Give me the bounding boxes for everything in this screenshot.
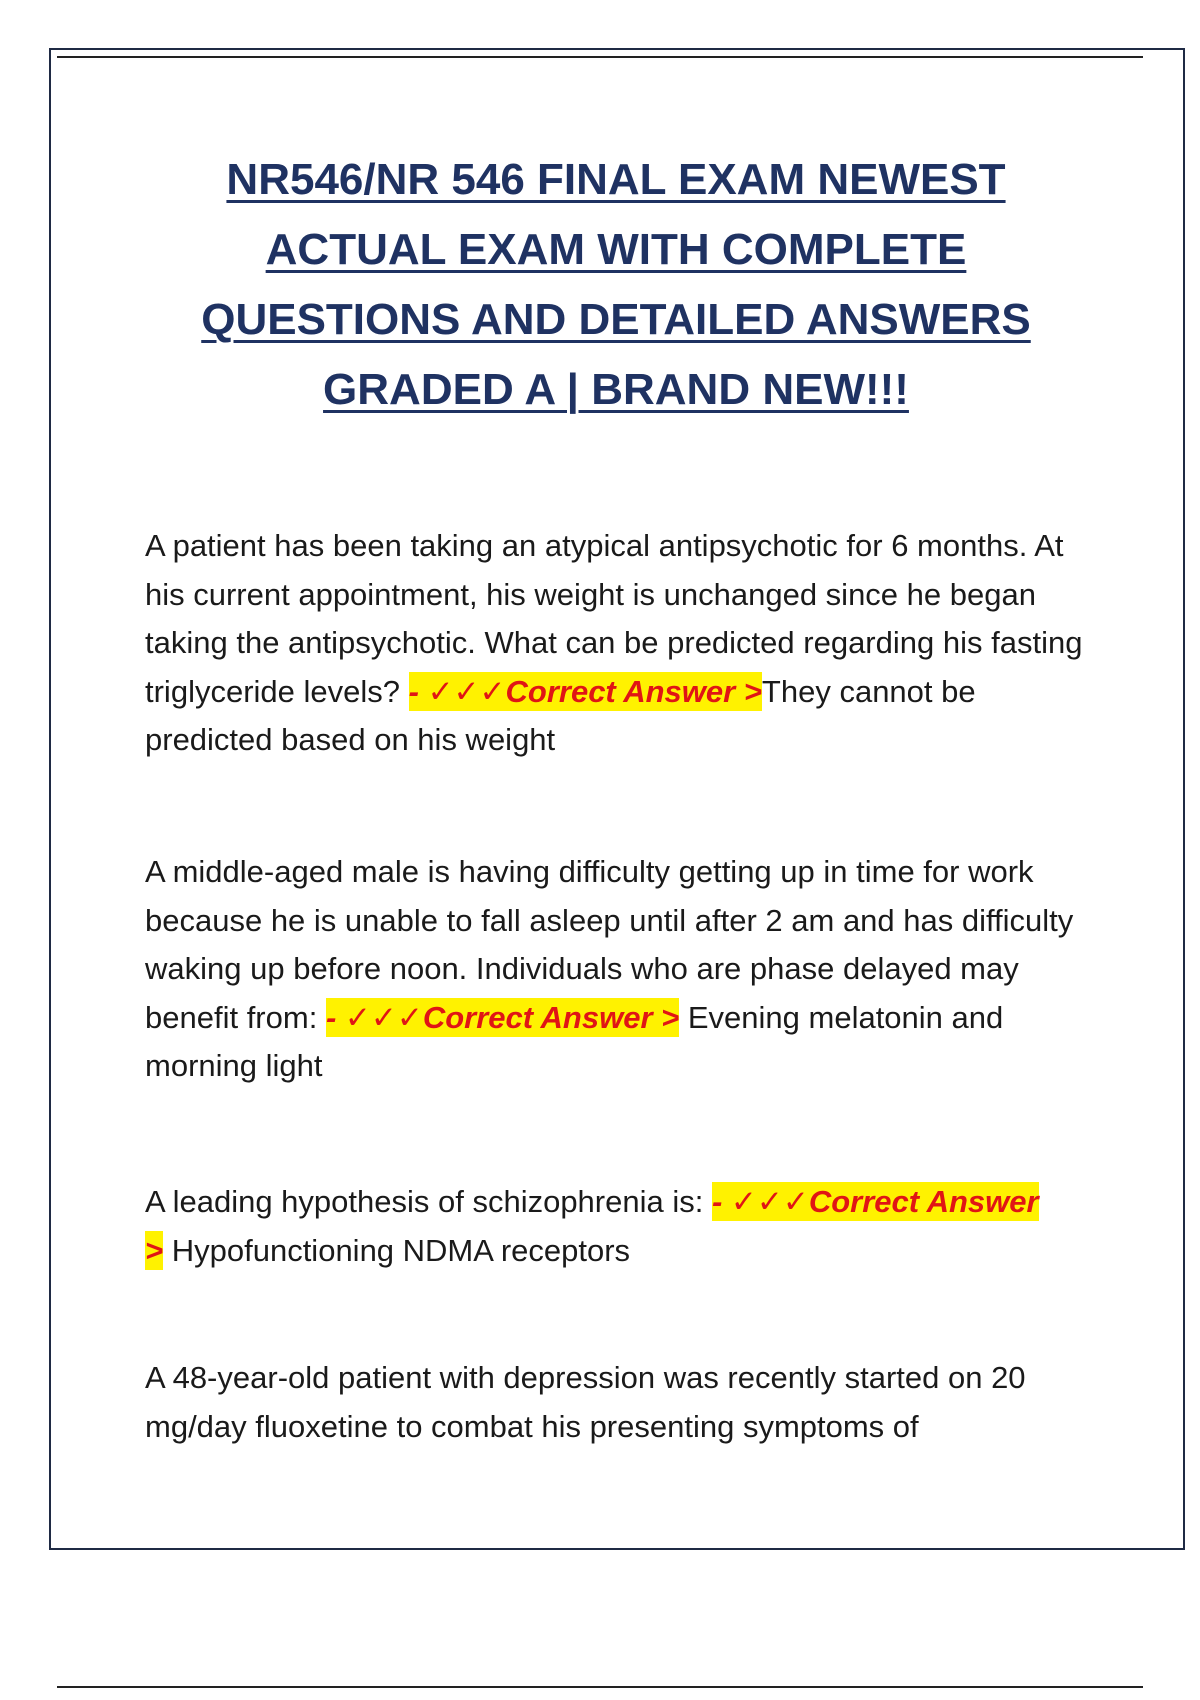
- title-line-3: QUESTIONS AND DETAILED ANSWERS: [201, 295, 1031, 344]
- top-rule: [57, 56, 1143, 58]
- question-text: A leading hypothesis of schizophrenia is:: [145, 1184, 704, 1219]
- question-text: A patient has been taking an atypical antipsychotic for 6 months. At his current appointment, his weight is unchanged since he began taking the antipsychotic. What can be predicted regarding his fasting triglyceride levels?: [145, 528, 1083, 709]
- qa-item-3: [145, 1178, 1105, 1275]
- qa-item-2: [145, 848, 1105, 1091]
- check-icon: ✓✓✓: [344, 999, 423, 1036]
- qa-item-1: [145, 522, 1105, 765]
- document-title: [130, 145, 1102, 425]
- answer-text: Evening melatonin and morning light: [145, 999, 1004, 1083]
- answer-text: They cannot be predicted based on his weight: [145, 673, 976, 757]
- question-text: A 48-year-old patient with depression was recently started on 20 mg/day fluoxetine to combat his presenting symptoms of: [145, 1360, 1026, 1444]
- correct-answer-marker: - ✓✓✓Correct Answer >: [145, 1184, 1039, 1268]
- title-line-1: NR546/NR 546 FINAL EXAM NEWEST: [226, 155, 1006, 204]
- question-text: A middle-aged male is having difficulty getting up in time for work because he is unable to fall asleep until after 2 am and has difficulty waking up before noon. Individuals who are phase delayed may benefit from:: [145, 854, 1074, 1035]
- title-line-2: ACTUAL EXAM WITH COMPLETE: [265, 225, 967, 274]
- answer-text: Hypofunctioning NDMA receptors: [171, 1232, 631, 1268]
- check-icon: ✓✓✓: [427, 673, 506, 710]
- correct-answer-marker: - ✓✓✓Correct Answer >: [408, 673, 762, 710]
- check-icon: ✓✓✓: [730, 1184, 809, 1220]
- bottom-rule: [57, 1686, 1143, 1688]
- correct-answer-marker: - ✓✓✓Correct Answer >: [325, 999, 680, 1036]
- qa-item-4: [145, 1354, 1105, 1451]
- title-line-4: GRADED A | BRAND NEW!!!: [323, 365, 909, 414]
